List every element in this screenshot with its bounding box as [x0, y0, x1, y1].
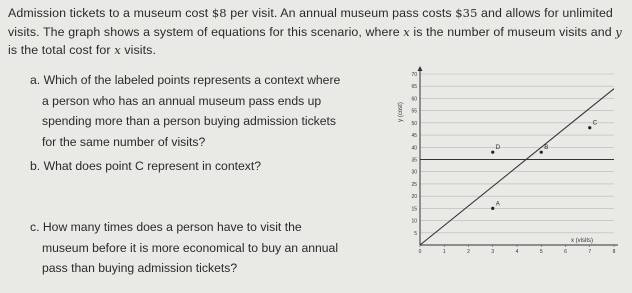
x-tick-label: 1 — [442, 249, 446, 255]
intro-text-2: per visit. An annual museum pass costs — [226, 6, 456, 20]
x-axis-label: x (visits) — [571, 238, 593, 244]
y-tick-label: 35 — [411, 157, 417, 164]
intro-text-1: Admission tickets to a museum cost — [8, 6, 212, 20]
question-a — [30, 70, 340, 152]
graph-points — [491, 121, 598, 210]
intro-text-3: and allows for unlimited visits. The graph shows a system of equations for this scenario, where — [8, 6, 613, 39]
graph-lines — [420, 89, 614, 245]
x-tick-label: 8 — [612, 249, 616, 255]
y-axis-arrow — [418, 66, 423, 71]
y-tick-label: 25 — [411, 181, 417, 188]
intro-text-5: is the total cost for — [8, 43, 115, 57]
x-tick-label: 2 — [467, 249, 470, 255]
question-a-letter: a. — [30, 73, 41, 87]
point-d — [491, 151, 494, 154]
point-label-b: B — [544, 145, 549, 152]
question-c-line-2: museum before it is more economical to buy an annual — [42, 240, 339, 255]
question-b-letter: b. — [30, 159, 41, 173]
visit-price: $8 — [211, 6, 227, 20]
problem-statement — [8, 4, 628, 60]
x-tick-label: 3 — [491, 249, 495, 255]
question-a-line-1: a. Which of the labeled points represents a context where — [30, 73, 341, 87]
point-label-a: A — [495, 201, 500, 208]
graph-grid — [420, 74, 614, 233]
question-a-line-2: a person who has an annual museum pass ends up — [42, 93, 322, 108]
y-tick-label: 60 — [411, 96, 417, 103]
point-label-c: C — [592, 120, 598, 127]
equation-line — [420, 89, 614, 245]
var-y: y — [615, 24, 622, 39]
var-x-2: x — [114, 43, 121, 57]
graph-axes — [418, 66, 619, 245]
question-c-letter: c. — [30, 220, 40, 234]
question-c — [30, 217, 338, 279]
x-tick-label: 0 — [418, 249, 422, 255]
x-tick-label: 6 — [564, 249, 567, 255]
y-tick-label: 15 — [411, 206, 417, 213]
y-tick-label: 70 — [411, 72, 417, 78]
pass-price: $35 — [455, 6, 478, 20]
y-tick-label: 10 — [411, 218, 417, 225]
question-a-line-3: spending more than a person buying admission tickets — [42, 114, 337, 128]
question-a-line-4: for the same number of visits? — [42, 134, 206, 149]
question-c-line-3: pass than buying admission tickets? — [42, 261, 238, 275]
question-b-line-1: b. What does point C represent in context? — [30, 159, 262, 173]
question-b — [30, 156, 261, 177]
intro-text-6: visits. — [120, 43, 157, 57]
y-tick-label: 65 — [411, 84, 417, 91]
y-tick-label: 20 — [411, 194, 417, 201]
y-tick-label: 55 — [411, 108, 417, 115]
var-x: x — [403, 24, 410, 39]
y-tick-label: 45 — [411, 133, 417, 140]
y-axis-label: y (cost) — [398, 102, 404, 122]
y-tick-label: 5 — [414, 230, 417, 237]
point-a — [491, 207, 494, 210]
x-tick-label: 5 — [539, 249, 543, 255]
point-c — [588, 126, 591, 129]
point-b — [540, 151, 543, 154]
y-tick-label: 30 — [411, 169, 417, 176]
point-label-d: D — [495, 145, 501, 152]
question-c-line-1: c. How many times does a person have to visit the — [30, 220, 302, 234]
y-tick-label: 50 — [411, 120, 417, 127]
x-tick-label: 4 — [515, 249, 519, 255]
y-tick-label: 40 — [411, 145, 417, 152]
intro-text-4: is the number of museum visits and — [409, 24, 616, 39]
cost-graph — [396, 60, 626, 270]
x-tick-label: 7 — [588, 249, 592, 255]
